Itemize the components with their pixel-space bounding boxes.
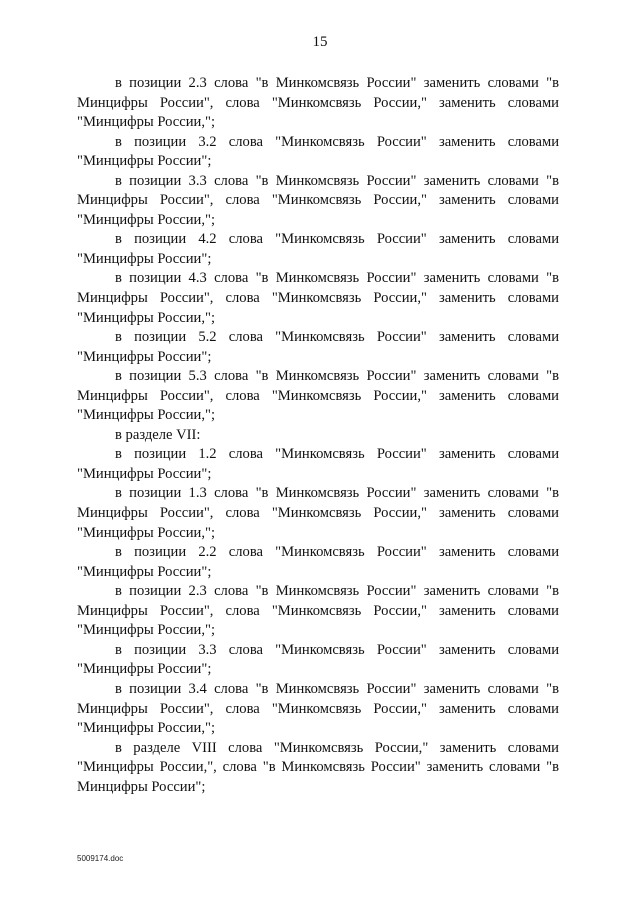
paragraph: в позиции 1.3 слова "в Минкомсвязь России" заменить словами "в Минцифры России", слова "Минкомсвязь России," заменить словами "Минцифры России,"; [77,485,559,541]
paragraph: в разделе VIII слова "Минкомсвязь России," заменить словами "Минцифры России,", слова "в Минкомсвязь России" заменить словами "в Минцифры России"; [77,739,559,795]
document-filename: 5009174.doc [77,854,124,863]
paragraph: в позиции 2.3 слова "в Минкомсвязь России" заменить словами "в Минцифры России", слова "Минкомсвязь России," заменить словами "Минцифры России,"; [77,583,559,639]
paragraph: в позиции 2.3 слова "в Минкомсвязь России" заменить словами "в Минцифры России", слова "Минкомсвязь России," заменить словами "Минцифры России,"; [77,75,559,131]
paragraph: в позиции 5.2 слова "Минкомсвязь России" заменить словами "Минцифры России"; [77,329,559,365]
document-body [77,74,559,797]
paragraph: в позиции 3.3 слова "в Минкомсвязь России" заменить словами "в Минцифры России", слова "Минкомсвязь России," заменить словами "Минцифры России,"; [77,172,559,228]
paragraph: в позиции 3.4 слова "в Минкомсвязь России" заменить словами "в Минцифры России", слова "Минкомсвязь России," заменить словами "Минцифры России,"; [77,680,559,737]
paragraph: в позиции 2.2 слова "Минкомсвязь России" заменить словами "Минцифры России"; [77,544,559,580]
paragraph: в позиции 4.3 слова "в Минкомсвязь России" заменить словами "в Минцифры России", слова "Минкомсвязь России," заменить словами "Минцифры России,"; [77,270,559,326]
section-heading: в разделе VII: [115,426,201,443]
page-number: 15 [312,34,328,50]
paragraph: в позиции 3.2 слова "Минкомсвязь России" заменить словами "Минцифры России"; [77,133,559,170]
paragraph: в позиции 3.3 слова "Минкомсвязь России" заменить словами "Минцифры России"; [77,641,559,678]
paragraph: в позиции 4.2 слова "Минкомсвязь России" заменить словами "Минцифры России"; [77,231,559,267]
paragraph: в позиции 5.3 слова "в Минкомсвязь России" заменить словами "в Минцифры России", слова "Минкомсвязь России," заменить словами "Минцифры России,"; [77,368,559,424]
paragraph: в позиции 1.2 слова "Минкомсвязь России" заменить словами "Минцифры России"; [77,446,559,482]
